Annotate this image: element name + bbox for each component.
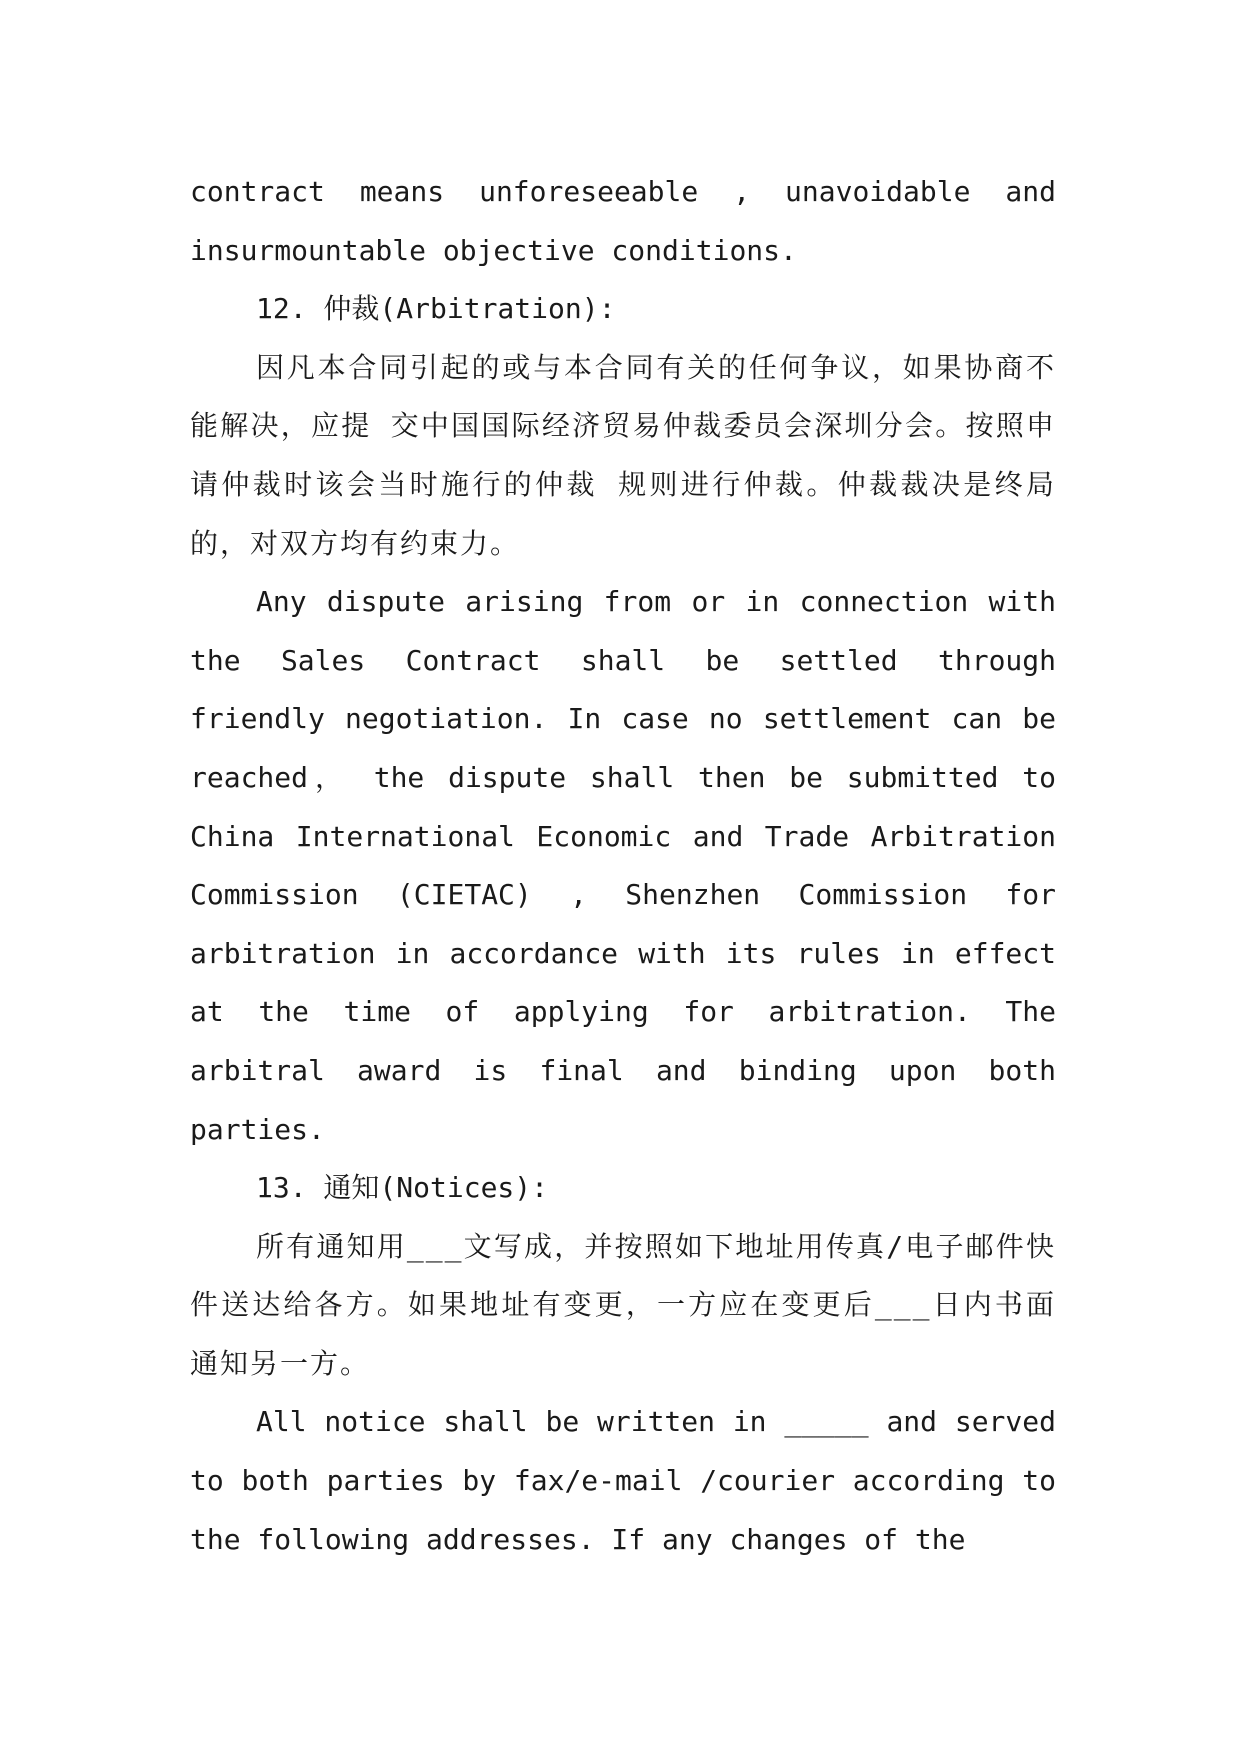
notices-clause-english: All notice shall be written in _____ and served to both parties by fax/e-mail /courier according to the following addresses. If any changes of the (190, 1405, 1056, 1556)
arbitration-clause-chinese: 因凡本合同引起的或与本合同有关的任何争议，如果协商不能解决，应提 交中国国际经济贸易仲裁委员会深圳分会。按照申请仲裁时该会当时施行的仲裁 规则进行仲裁。仲裁裁决是终局的，对双方均有约束力。 (190, 350, 1056, 560)
contract-text (190, 163, 1056, 1569)
section-12-heading: 12. 仲裁(Arbitration): (256, 292, 616, 326)
force-majeure-paragraph-tail: contract means unforeseeable , unavoidable and insurmountable objective conditions. (190, 175, 1056, 267)
section-13-heading: 13. 通知(Notices): (256, 1171, 549, 1205)
arbitration-clause-english: Any dispute arising from or in connection with the Sales Contract shall be settled through friendly negotiation. In case no settlement can be reached， the dispute shall then be submitted to China International Economic and Trade Arbitration Commission (CIETAC) , Shenzhen Commission for arbitration in accordance with its rules in effect at the time of applying for arbitration. The arbitral award is final and binding upon both parties. (190, 585, 1056, 1146)
notices-clause-chinese: 所有通知用___文写成，并按照如下地址用传真/电子邮件快件送达给各方。如果地址有变更，一方应在变更后___日内书面通知另一方。 (190, 1229, 1056, 1380)
